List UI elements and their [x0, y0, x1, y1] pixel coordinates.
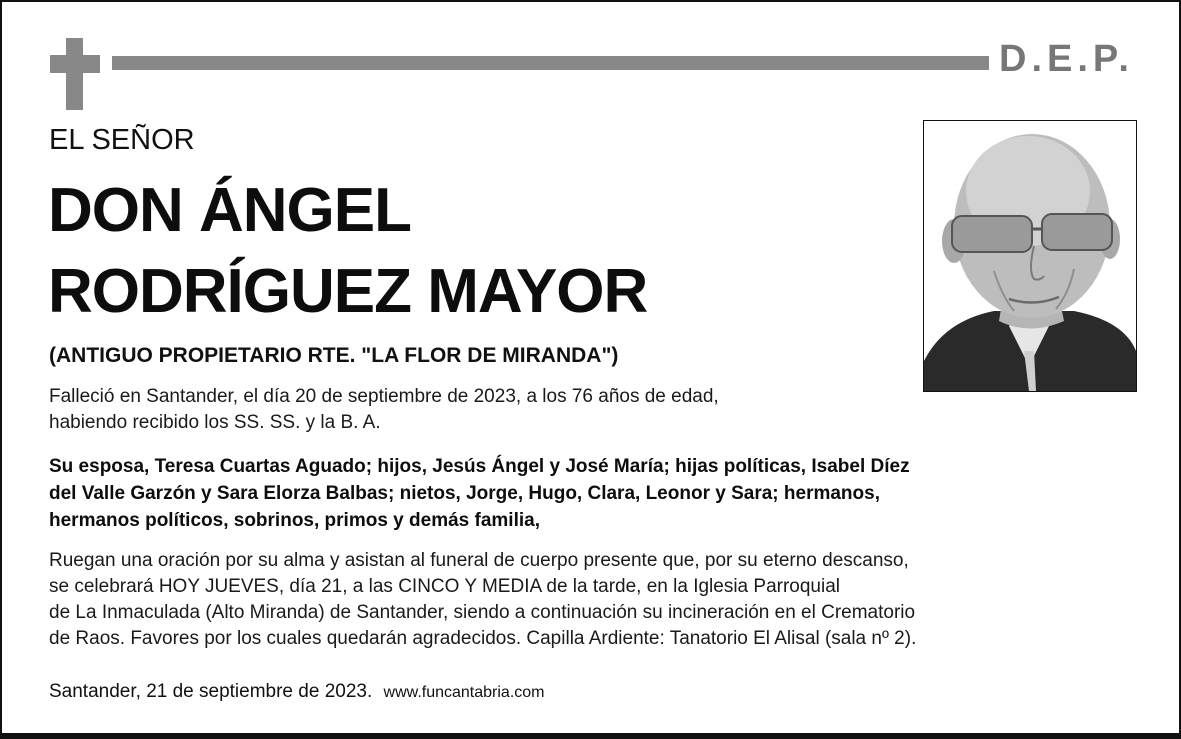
- place-date: Santander, 21 de septiembre de 2023.: [49, 681, 373, 702]
- website-link[interactable]: www.funcantabria.com: [383, 684, 545, 701]
- cross-icon: [66, 38, 83, 110]
- deceased-name-line-2: RODRÍGUEZ MAYOR: [48, 257, 648, 326]
- family-line: Su esposa, Teresa Cuartas Aguado; hijos, Jesús Ángel y José María; hijas políticas, Isabel Díez: [49, 456, 910, 477]
- deceased-subtitle: (ANTIGUO PROPIETARIO RTE. "LA FLOR DE MIRANDA"): [49, 344, 619, 367]
- funeral-line: de Raos. Favores por los cuales quedarán agradecidos. Capilla Ardiente: Tanatorio El Alisal (sala nº 2).: [49, 628, 917, 649]
- salutation: EL SEÑOR: [49, 124, 195, 156]
- death-notice-line: habiendo recibido los SS. SS. y la B. A.: [49, 412, 381, 433]
- dep-label: D.E.P.: [999, 38, 1134, 80]
- family-line: del Valle Garzón y Sara Elorza Balbas; nietos, Jorge, Hugo, Clara, Leonor y Sara; hermanos,: [49, 483, 880, 504]
- funeral-line: Ruegan una oración por su alma y asistan al funeral de cuerpo presente que, por su eterno descanso,: [49, 550, 909, 571]
- deceased-portrait-photo: [923, 120, 1137, 392]
- funeral-details: [49, 548, 916, 652]
- death-notice: [49, 384, 719, 436]
- funeral-line: de La Inmaculada (Alto Miranda) de Santander, siendo a continuación su incineración en el Crematorio: [49, 602, 916, 623]
- cross-icon-bar: [50, 55, 100, 73]
- death-notice-line: Falleció en Santander, el día 20 de septiembre de 2023, a los 76 años de edad,: [49, 386, 719, 407]
- family-line: hermanos políticos, sobrinos, primos y demás familia,: [49, 510, 540, 531]
- deceased-name-line-1: DON ÁNGEL: [48, 176, 411, 245]
- family-list: [49, 453, 910, 534]
- header-rule: [112, 56, 989, 70]
- footer: [49, 679, 545, 706]
- funeral-line: se celebrará HOY JUEVES, día 21, a las CINCO Y MEDIA de la tarde, en la Iglesia Parroquial: [49, 576, 841, 597]
